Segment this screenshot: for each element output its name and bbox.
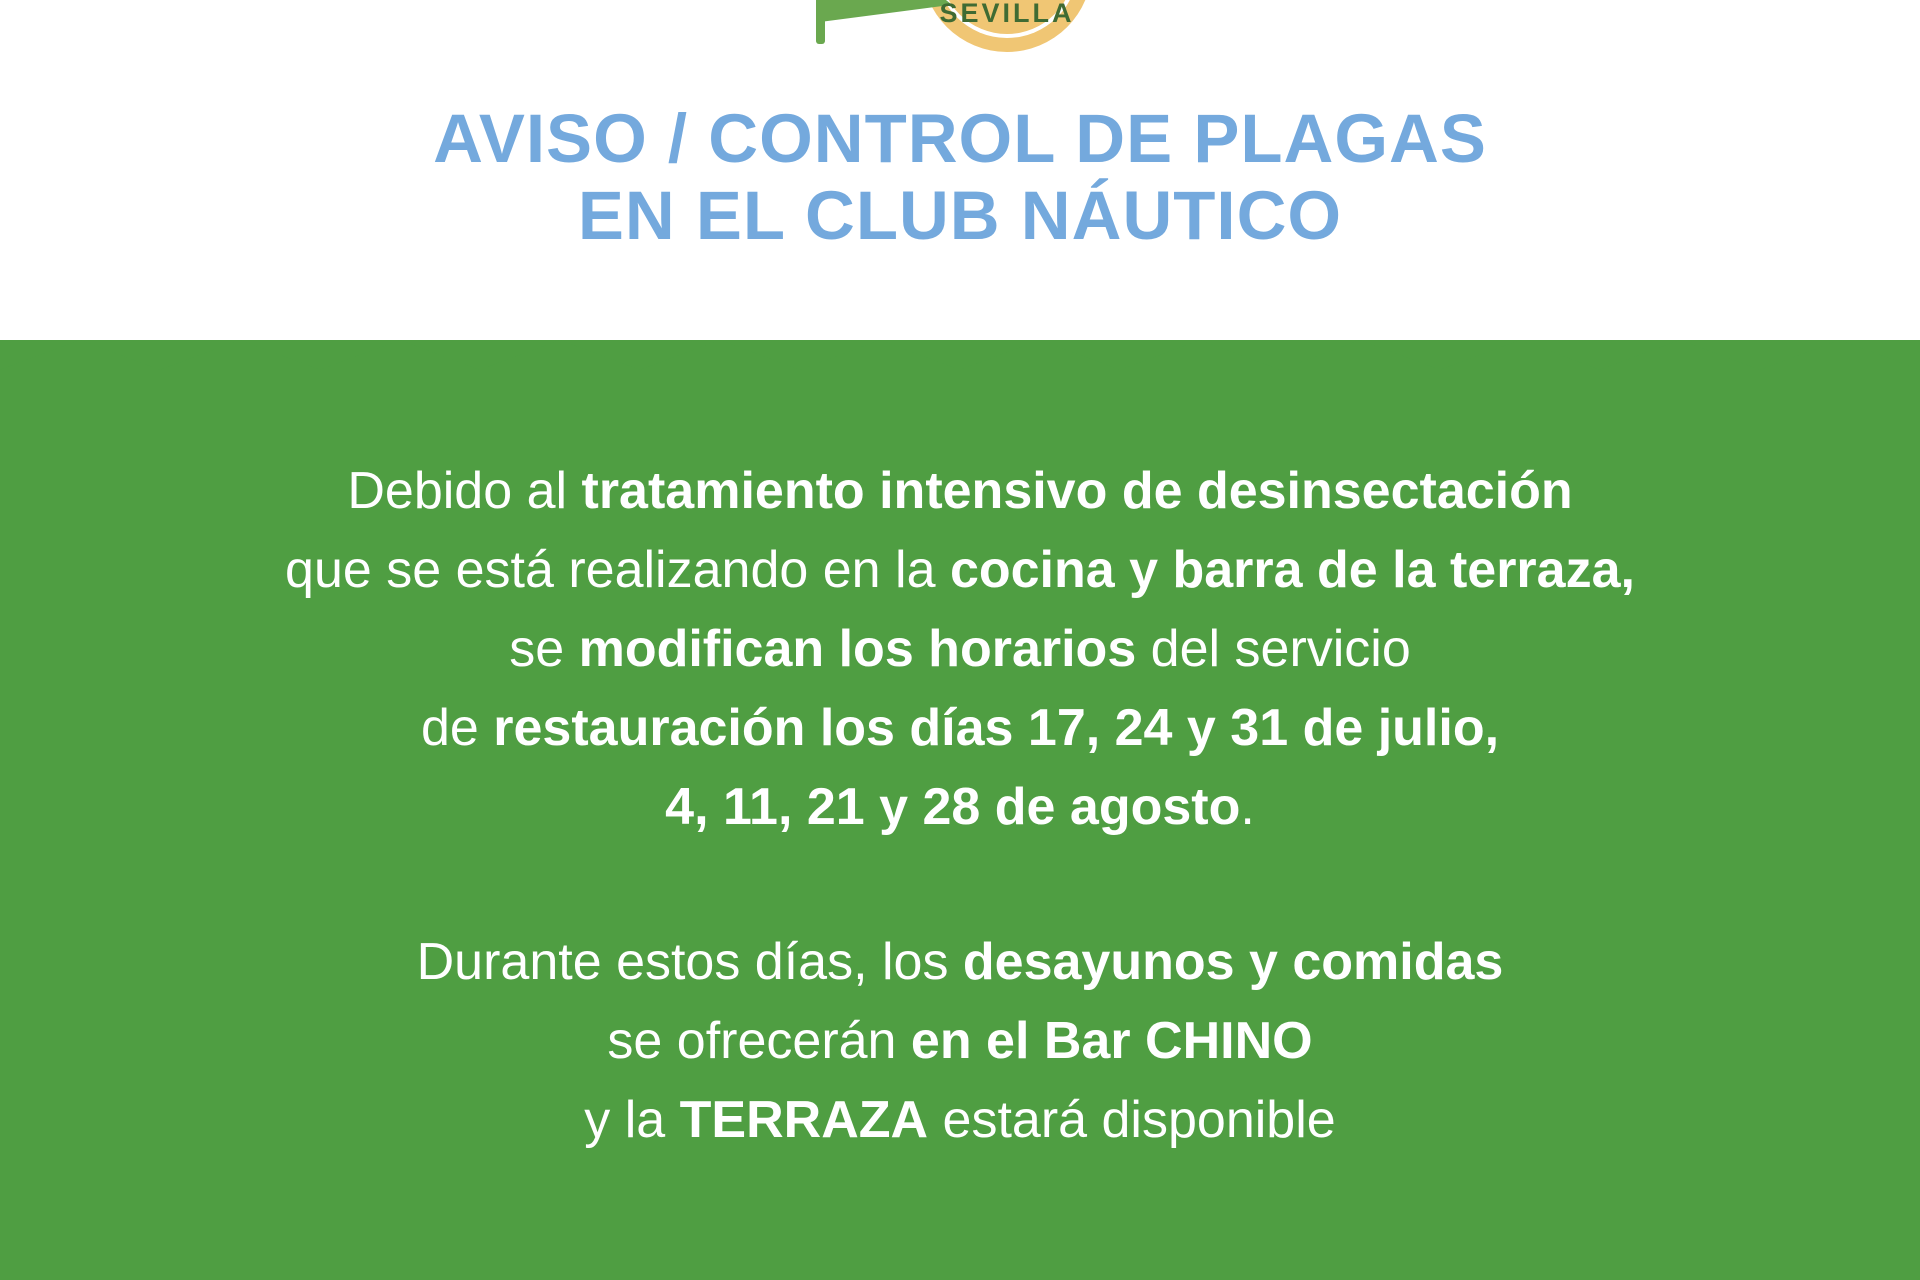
notice-line-7-bold: en el Bar CHINO xyxy=(910,1012,1313,1071)
notice-line-1-plain: Debido al xyxy=(347,462,582,520)
notice-line-8-bold: TERRAZA xyxy=(679,1091,929,1150)
notice-line-4-plain: de xyxy=(420,699,494,758)
notice-line-5-plain-end: . xyxy=(1240,778,1255,837)
club-logo xyxy=(810,0,1110,62)
notice-line-1-bold: tratamiento intensivo de desinsectación xyxy=(581,462,1573,520)
notice-line-6-bold: desayunos y comidas xyxy=(962,933,1504,992)
logo-text: SEVILLA xyxy=(939,0,1075,28)
title-line-1: AVISO / CONTROL DE PLAGAS xyxy=(433,100,1487,177)
notice-line-2-bold: cocina y barra de la terraza, xyxy=(949,541,1635,600)
notice-line-3-plain: se xyxy=(509,620,579,679)
notice-line-7 xyxy=(120,1002,1800,1081)
notice-line-5-bold: 4, 11, 21 y 28 de agosto xyxy=(665,778,1241,837)
notice-body xyxy=(0,452,1920,1160)
notice-line-4-bold: restauración los días 17, 24 y 31 de julio, xyxy=(493,699,1500,758)
notice-line-4 xyxy=(120,689,1800,768)
notice-line-3-plain-end: del servicio xyxy=(1136,620,1411,679)
notice-line-2 xyxy=(120,531,1800,610)
notice-line-8 xyxy=(120,1081,1800,1160)
notice-line-8-plain: y la xyxy=(584,1091,680,1150)
notice-line-8-plain-end: estará disponible xyxy=(928,1091,1336,1150)
notice-line-6 xyxy=(120,923,1800,1002)
notice-line-2-plain: que se está realizando en la xyxy=(285,541,950,600)
notice-line-7-plain: se ofrecerán xyxy=(607,1012,911,1071)
page-title xyxy=(0,100,1920,255)
paragraph-gap xyxy=(120,847,1800,923)
notice-line-3 xyxy=(120,610,1800,689)
notice-line-5 xyxy=(120,768,1800,847)
notice-line-6-plain: Durante estos días, los xyxy=(416,933,963,992)
notice-line-1 xyxy=(120,452,1800,531)
title-line-2: EN EL CLUB NÁUTICO xyxy=(577,177,1343,255)
notice-line-3-bold: modifican los horarios xyxy=(578,620,1137,679)
